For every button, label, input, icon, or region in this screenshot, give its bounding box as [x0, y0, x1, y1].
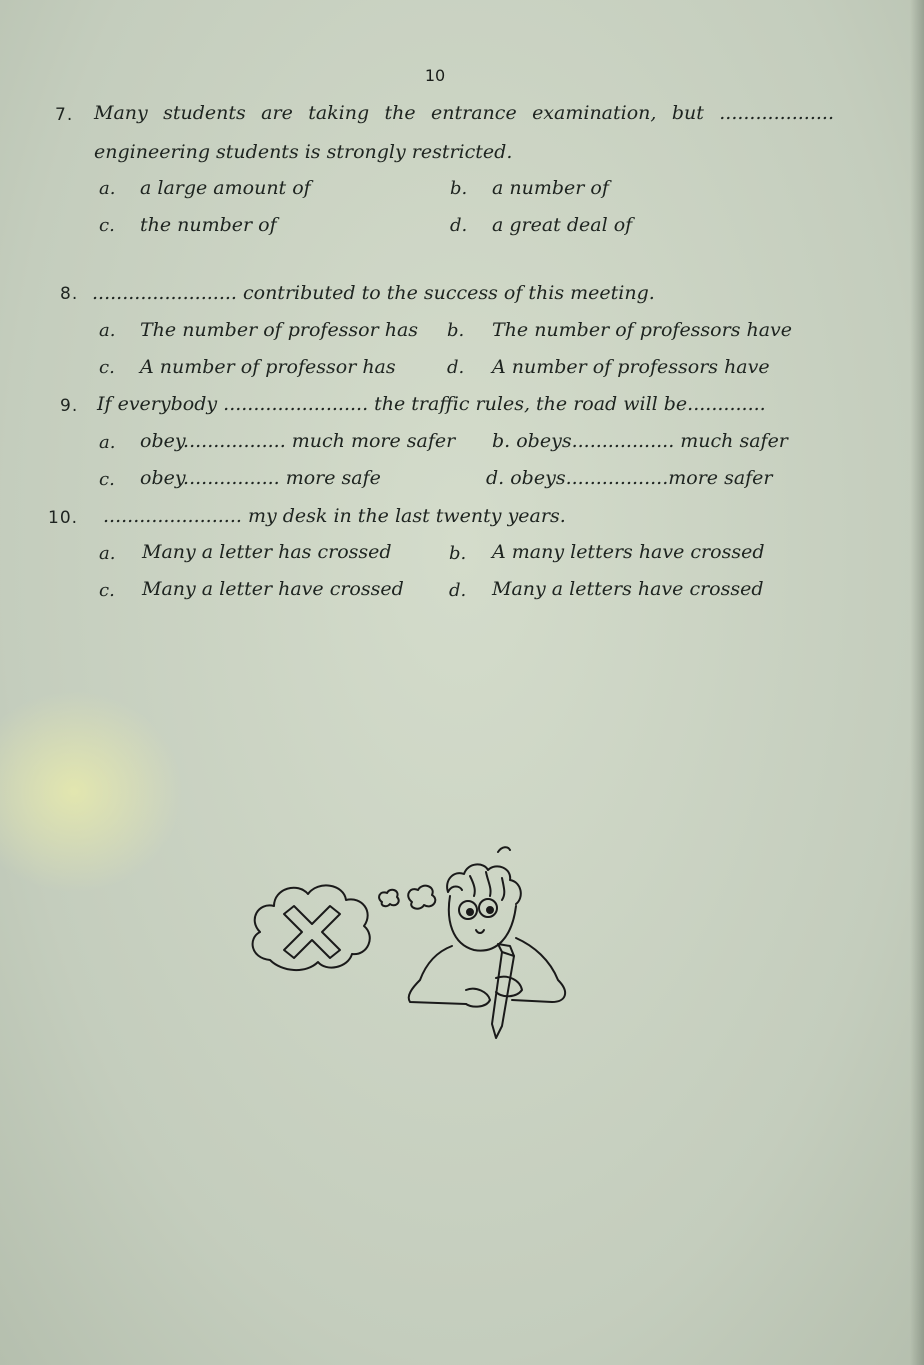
- question-stem: If everybody ........................ the traffic rules, the road will be.............: [97, 393, 766, 415]
- option-letter: d.: [450, 215, 468, 236]
- question-stem: ........................ contributed to the success of this meeting.: [92, 282, 655, 304]
- option-letter: b.: [449, 543, 467, 564]
- option-letter: d.: [447, 357, 465, 378]
- page-number: 10: [424, 66, 446, 85]
- option-text: b. obeys................. much safer: [492, 430, 788, 452]
- question-stem: Many students are taking the entrance examination, but ...................: [94, 102, 834, 124]
- thinking-boy-illustration: [240, 840, 580, 1045]
- option-letter: a.: [99, 543, 116, 564]
- option-text: a large amount of: [140, 177, 311, 199]
- option-letter: a.: [99, 432, 116, 453]
- option-text: a great deal of: [492, 214, 633, 236]
- question-number: 9.: [60, 396, 79, 416]
- thought-cloud-icon: [253, 885, 370, 970]
- option-letter: c.: [99, 469, 115, 490]
- option-text: obey................. much more safer: [140, 430, 456, 452]
- option-text: A many letters have crossed: [492, 541, 765, 563]
- option-text: A number of professor has: [140, 356, 396, 378]
- option-text: The number of professor has: [140, 319, 419, 341]
- option-letter: b.: [447, 320, 465, 341]
- option-text: Many a letters have crossed: [492, 578, 764, 600]
- option-text: Many a letter have crossed: [142, 578, 404, 600]
- option-letter: d.: [449, 580, 467, 601]
- option-letter: c.: [99, 357, 115, 378]
- option-letter: c.: [99, 215, 115, 236]
- question-number: 10.: [48, 508, 79, 528]
- option-text: the number of: [140, 214, 277, 236]
- option-letter: a.: [99, 320, 116, 341]
- question-stem-continued: engineering students is strongly restricted.: [94, 141, 513, 163]
- option-letter: b.: [450, 178, 468, 199]
- option-letter: a.: [99, 178, 116, 199]
- question-number: 7.: [55, 105, 74, 125]
- option-text: The number of professors have: [492, 319, 793, 341]
- page-edge-shadow: [910, 0, 924, 1365]
- option-text: a number of: [492, 177, 609, 199]
- question-stem: ....................... my desk in the last twenty years.: [103, 505, 566, 527]
- option-text: Many a letter has crossed: [142, 541, 392, 563]
- option-text: d. obeys.................more safer: [486, 467, 773, 489]
- option-text: obey................ more safe: [140, 467, 381, 489]
- cross-mark-icon: [284, 906, 340, 958]
- option-text: A number of professors have: [492, 356, 770, 378]
- option-letter: c.: [99, 580, 115, 601]
- question-number: 8.: [60, 284, 79, 304]
